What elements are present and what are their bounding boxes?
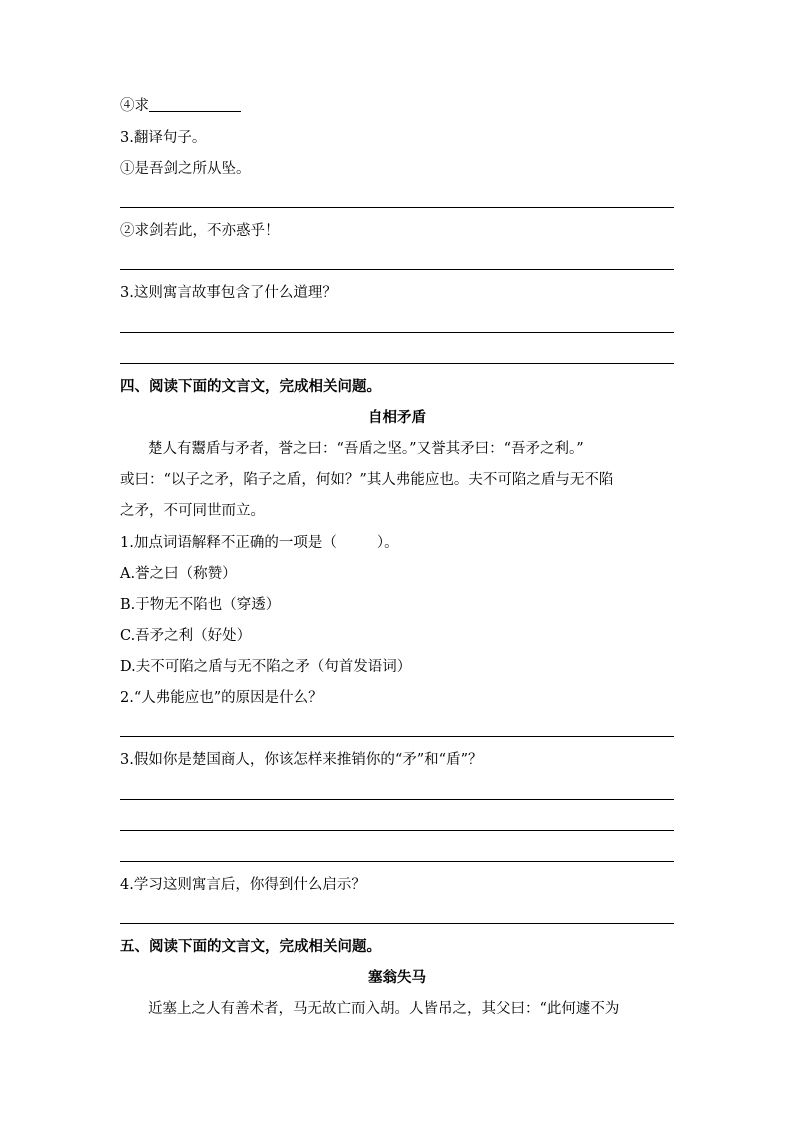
section-5-title: 塞翁失马: [368, 969, 426, 986]
answer-line[interactable]: [120, 923, 674, 924]
passage-line: 之矛，不可同世而立。: [120, 503, 265, 519]
answer-line[interactable]: [120, 363, 674, 364]
option-b: B.于物无不陷也（穿透）: [120, 597, 281, 613]
answer-line[interactable]: [120, 269, 674, 270]
option-a: A.誉之曰（称赞）: [120, 566, 237, 582]
option-c: C.吾矛之利（好处）: [120, 628, 252, 644]
question-1-text: 1.加点词语解释不正确的一项是（: [120, 535, 337, 551]
answer-line[interactable]: [120, 861, 674, 862]
question-1: [120, 533, 680, 553]
question-1-tail: ）。: [376, 535, 399, 551]
answer-line[interactable]: [120, 207, 674, 208]
item-4-prefix: ④求: [120, 98, 149, 114]
translate-sentence-1: ①是吾剑之所从坠。: [120, 161, 251, 177]
passage-line: 或曰：“以子之矛，陷子之盾，何如？”其人弗能应也。夫不可陷之盾与无不陷: [120, 472, 614, 488]
passage-line: 楚人有鬻盾与矛者，誉之曰：“吾盾之坚。”又誉其矛曰：“吾矛之利。”: [148, 441, 584, 457]
question-moral: 3.这则寓言故事包含了什么道理？: [120, 285, 337, 301]
section-5-heading: 五、阅读下面的文言文，完成相关问题。: [120, 938, 381, 955]
answer-line[interactable]: [120, 830, 674, 831]
passage-line: 近塞上之人有善术者，马无故亡而入胡。人皆吊之，其父曰：“此何遽不为: [148, 1001, 620, 1017]
answer-line[interactable]: [120, 332, 674, 333]
section-4-heading: 四、阅读下面的文言文，完成相关问题。: [120, 378, 381, 395]
question-2: 2.“人弗能应也”的原因是什么？: [120, 690, 323, 706]
option-d: D.夫不可陷之盾与无不陷之矛（句首发语词）: [120, 659, 412, 675]
question-3: 3.假如你是楚国商人，你该怎样来推销你的“矛”和“盾”？: [120, 752, 483, 768]
item-4-line: [120, 96, 680, 116]
answer-line[interactable]: [120, 736, 674, 737]
section-4-title: 自相矛盾: [368, 409, 426, 426]
question-3-translate: 3.翻译句子。: [120, 130, 207, 146]
answer-line[interactable]: [120, 799, 674, 800]
translate-sentence-2: ②求剑若此，不亦惑乎！: [120, 223, 280, 239]
question-4: 4.学习这则寓言后，你得到什么启示？: [120, 877, 366, 893]
item-4-blank[interactable]: [149, 97, 241, 112]
